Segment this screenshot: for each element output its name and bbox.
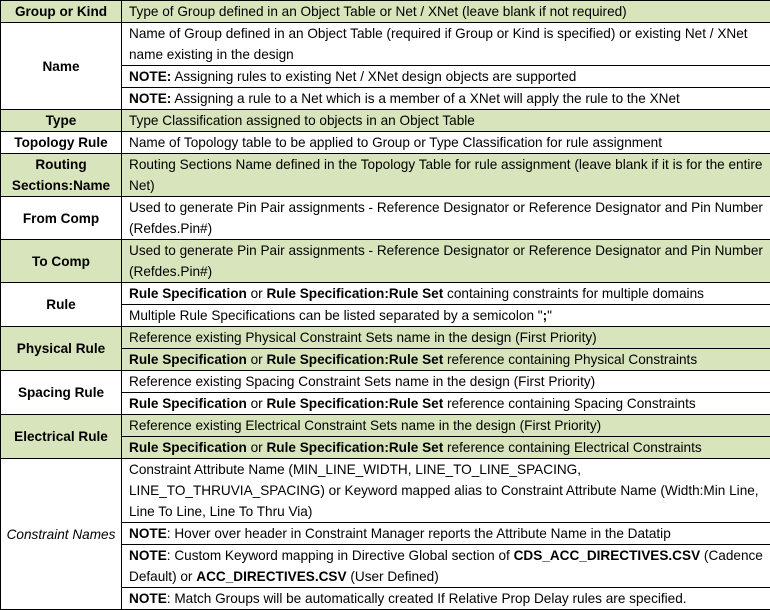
bold-text: NOTE: [129, 548, 167, 563]
table-row: [1, 415, 770, 437]
bold-text: ;: [543, 308, 548, 323]
text-segment: Name of Topology table to be applied to Group or Type Classification for rule assignment: [129, 135, 662, 150]
text-segment: Name of Group defined in an Object Table (required if Group or Kind is specified) or existing Net / XNet name existing in the design: [129, 26, 748, 62]
row-header-name: Name: [1, 23, 122, 110]
text-segment: (Cadence Default) or: [129, 548, 763, 584]
text-segment: reference containing Electrical Constraints: [443, 440, 701, 455]
row-description: [122, 132, 770, 154]
text-segment: : Match Groups will be automatically created If Relative Prop Delay rules are specified.: [167, 591, 687, 606]
row-description: [122, 545, 770, 588]
row-description: [122, 588, 770, 610]
row-description: [122, 523, 770, 545]
row-description: [122, 371, 770, 393]
row-description: [122, 66, 770, 88]
row-description: [122, 305, 770, 327]
bold-text: Rule Specification: [129, 286, 247, 301]
text-segment: Reference existing Spacing Constraint Sets name in the design (First Priority): [129, 374, 595, 389]
row-header-spacing-rule: Spacing Rule: [1, 371, 122, 415]
text-segment: Assigning a rule to a Net which is a member of a XNet will apply the rule to the XNet: [171, 91, 680, 106]
row-description: [122, 240, 770, 283]
table-row: [1, 132, 770, 154]
text-segment: (User Defined): [347, 569, 439, 584]
row-header-rule: Rule: [1, 283, 122, 327]
row-header-from-comp: From Comp: [1, 197, 122, 240]
text-segment: : Hover over header in Constraint Manager reports the Attribute Name in the Datatip: [167, 526, 671, 541]
row-description: [122, 1, 770, 23]
bold-text: CDS_ACC_DIRECTIVES.CSV: [514, 548, 701, 563]
text-segment: reference containing Physical Constraints: [443, 352, 697, 367]
row-header-constraint-names: Constraint Names: [1, 459, 122, 610]
row-description: [122, 349, 770, 371]
table-row: [1, 197, 770, 240]
text-segment: Reference existing Physical Constraint Sets name in the design (First Priority): [129, 330, 597, 345]
text-segment: Type Classification assigned to objects in an Object Table: [129, 113, 475, 128]
text-segment: Multiple Rule Specifications can be listed separated by a semicolon ": [129, 308, 543, 323]
row-description: [122, 393, 770, 415]
text-segment: Used to generate Pin Pair assignments - Reference Designator or Reference Designator and Pin Number (Refdes.Pin#): [129, 243, 763, 279]
text-segment: or: [247, 286, 267, 301]
bold-text: Rule Specification:Rule Set: [266, 396, 443, 411]
text-segment: : Custom Keyword mapping in Directive Global section of: [167, 548, 514, 563]
row-description: [122, 110, 770, 132]
table-row: [1, 283, 770, 305]
text-segment: or: [247, 396, 267, 411]
bold-text: Rule Specification: [129, 440, 247, 455]
table-row: [1, 1, 770, 23]
bold-text: Rule Specification: [129, 396, 247, 411]
text-segment: ": [547, 308, 552, 323]
table-row: [1, 240, 770, 283]
row-description: [122, 154, 770, 197]
bold-text: Rule Specification:Rule Set: [266, 286, 443, 301]
bold-text: NOTE: [129, 591, 167, 606]
table-row: [1, 459, 770, 523]
text-segment: Assigning rules to existing Net / XNet design objects are supported: [171, 69, 576, 84]
text-segment: Constraint Attribute Name (MIN_LINE_WIDTH, LINE_TO_LINE_SPACING, LINE_TO_THRUVIA_SPACING) or Keyword mapped alias to Constraint Attribute Name (Width:Min Line, Line To Line, Line To Thru Via): [129, 462, 759, 519]
row-description: [122, 437, 770, 459]
text-segment: Routing Sections Name defined in the Topology Table for rule assignment (leave blank if it is for the entire Net): [129, 157, 762, 193]
text-segment: Type of Group defined in an Object Table or Net / XNet (leave blank if not required): [129, 4, 627, 19]
bold-text: NOTE:: [129, 69, 171, 84]
row-description: [122, 415, 770, 437]
row-description: [122, 283, 770, 305]
bold-text: Rule Specification:Rule Set: [266, 352, 443, 367]
row-header-physical-rule: Physical Rule: [1, 327, 122, 371]
bold-text: NOTE: [129, 526, 167, 541]
table-row: [1, 327, 770, 349]
table-row: [1, 371, 770, 393]
row-header-routing-sections-name: Routing Sections:Name: [1, 154, 122, 197]
text-segment: containing constraints for multiple domains: [443, 286, 704, 301]
text-segment: Reference existing Electrical Constraint Sets name in the design (First Priority): [129, 418, 601, 433]
bold-text: Rule Specification: [129, 352, 247, 367]
bold-text: NOTE:: [129, 91, 171, 106]
text-segment: or: [247, 352, 267, 367]
rule-definition-table-body: [1, 1, 770, 610]
row-header-group-or-kind: Group or Kind: [1, 1, 122, 23]
table-row: [1, 110, 770, 132]
text-segment: Used to generate Pin Pair assignments - Reference Designator or Reference Designator and Pin Number (Refdes.Pin#): [129, 200, 763, 236]
text-segment: or: [247, 440, 267, 455]
table-row: [1, 154, 770, 197]
row-description: [122, 23, 770, 66]
bold-text: Rule Specification:Rule Set: [266, 440, 443, 455]
bold-text: ACC_DIRECTIVES.CSV: [196, 569, 346, 584]
row-header-electrical-rule: Electrical Rule: [1, 415, 122, 459]
row-description: [122, 327, 770, 349]
table-row: [1, 23, 770, 66]
row-description: [122, 197, 770, 240]
row-header-to-comp: To Comp: [1, 240, 122, 283]
row-header-topology-rule: Topology Rule: [1, 132, 122, 154]
text-segment: reference containing Spacing Constraints: [443, 396, 695, 411]
row-description: [122, 88, 770, 110]
row-header-type: Type: [1, 110, 122, 132]
row-description: [122, 459, 770, 523]
